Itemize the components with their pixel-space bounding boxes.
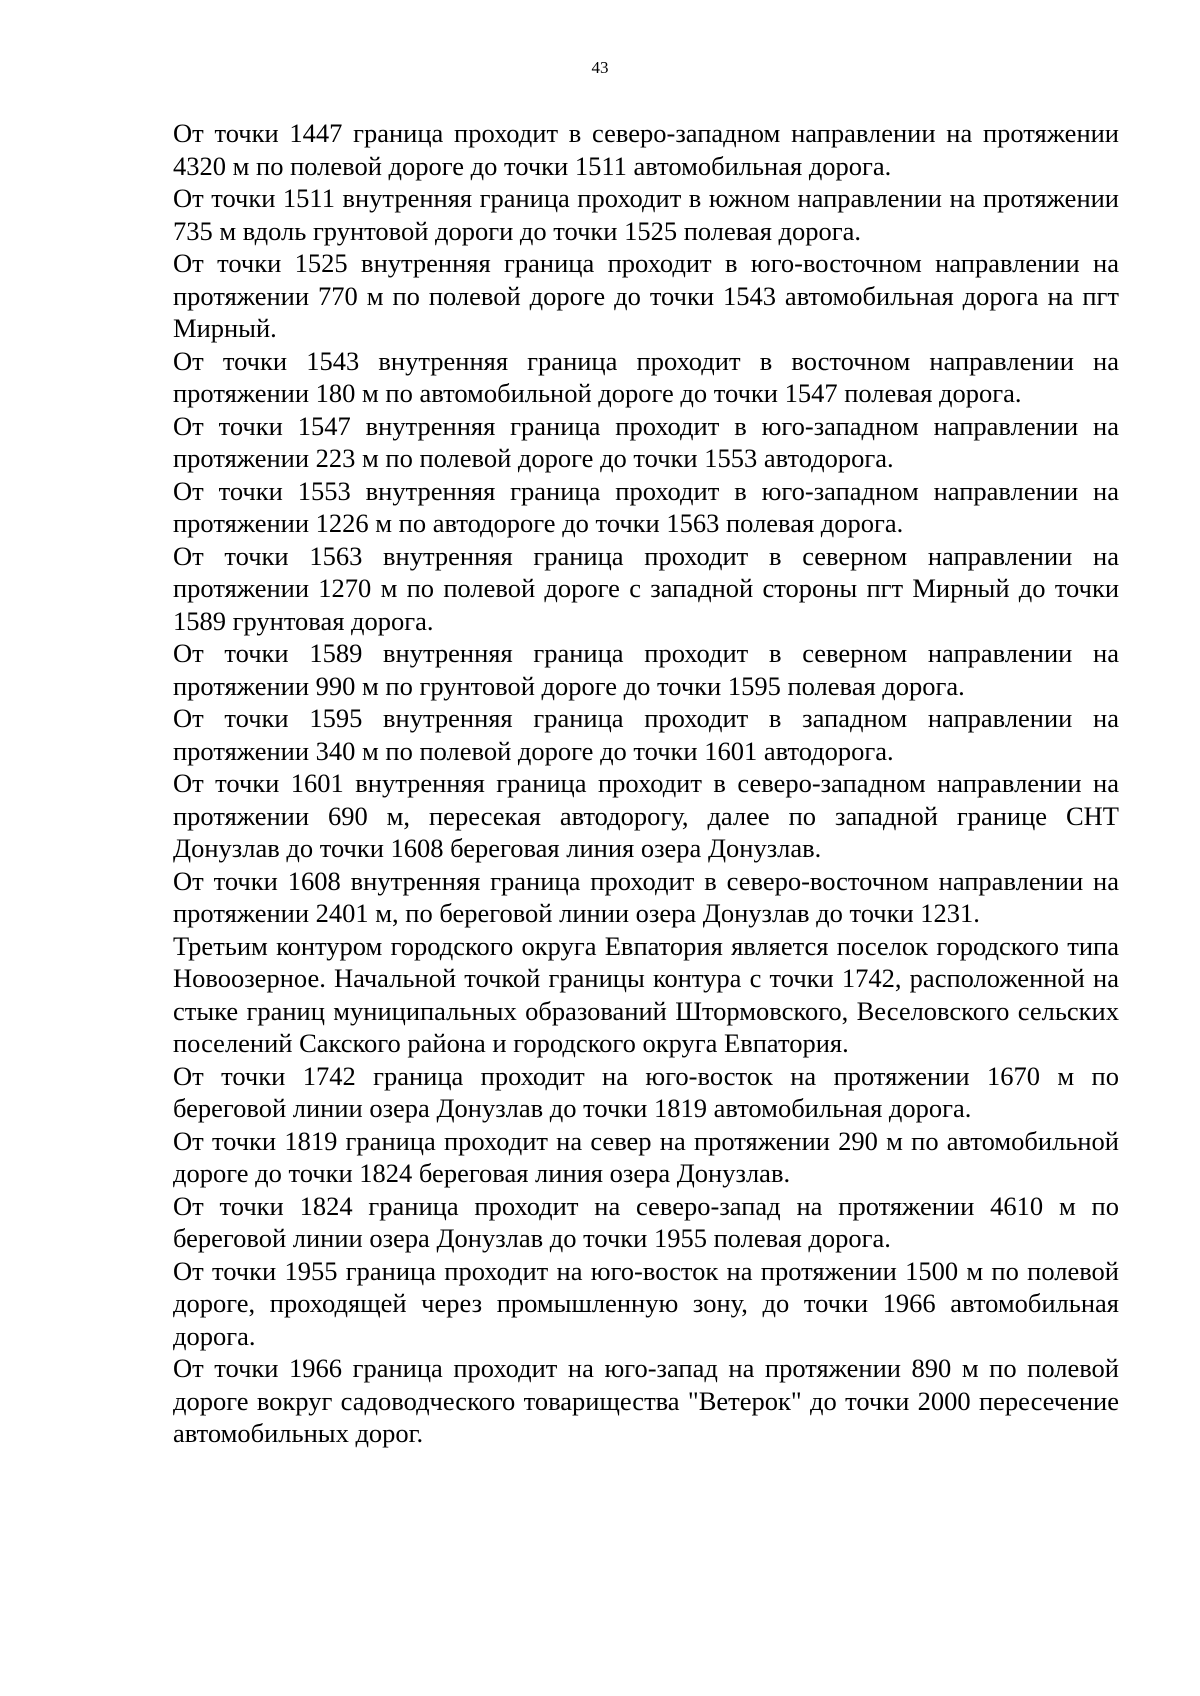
paragraph: От точки 1547 внутренняя граница проходит в юго-западном направлении на протяжении 223 м по полевой дороге до точки 1553 автодорога. [173, 410, 1119, 473]
paragraph: От точки 1608 внутренняя граница проходит в северо-восточном направлении на протяжении 2401 м, по береговой линии озера Донузлав до точки 1231. [173, 865, 1119, 928]
paragraph: От точки 1447 граница проходит в северо-западном направлении на протяжении 4320 м по полевой дороге до точки 1511 автомобильная дорога. [173, 118, 1119, 181]
paragraph: От точки 1966 граница проходит на юго-запад на протяжении 890 м по полевой дороге вокруг садоводческого товарищества "Ветерок" до точки 2000 пересечение автомобильных дорог. [173, 1353, 1119, 1448]
paragraph: От точки 1563 внутренняя граница проходит в северном направлении на протяжении 1270 м по полевой дороге с западной стороны пгт Мирный до точки 1589 грунтовая дорога. [173, 540, 1119, 636]
paragraph: От точки 1511 внутренняя граница проходит в южном направлении на протяжении 735 м вдоль грунтовой дороги до точки 1525 полевая дорога. [173, 183, 1119, 246]
paragraph: От точки 1601 внутренняя граница проходит в северо-западном направлении на протяжении 690 м, пересекая автодорогу, далее по западной границе СНТ Донузлав до точки 1608 береговая линия озера Донузлав. [173, 768, 1119, 863]
document-body [173, 117, 1119, 1450]
paragraph: От точки 1955 граница проходит на юго-восток на протяжении 1500 м по полевой дороге, проходящей через промышленную зону, до точки 1966 автомобильная дорога. [173, 1255, 1119, 1351]
paragraph: От точки 1553 внутренняя граница проходит в юго-западном направлении на протяжении 1226 м по автодороге до точки 1563 полевая дорога. [173, 475, 1119, 538]
paragraph: От точки 1824 граница проходит на северо-запад на протяжении 4610 м по береговой линии озера Донузлав до точки 1955 полевая дорога. [173, 1190, 1119, 1253]
paragraph: От точки 1525 внутренняя граница проходит в юго-восточном направлении на протяжении 770 м по полевой дороге до точки 1543 автомобильная дорога на пгт Мирный. [173, 248, 1119, 343]
paragraph: От точки 1819 граница проходит на север на протяжении 290 м по автомобильной дороге до точки 1824 береговая линия озера Донузлав. [173, 1125, 1119, 1188]
paragraph: От точки 1589 внутренняя граница проходит в северном направлении на протяжении 990 м по грунтовой дороге до точки 1595 полевая дорога. [173, 638, 1119, 701]
paragraph: От точки 1595 внутренняя граница проходит в западном направлении на протяжении 340 м по полевой дороге до точки 1601 автодорога. [173, 703, 1119, 766]
paragraph: От точки 1742 граница проходит на юго-восток на протяжении 1670 м по береговой линии озера Донузлав до точки 1819 автомобильная дорога. [173, 1060, 1119, 1123]
paragraph: От точки 1543 внутренняя граница проходит в восточном направлении на протяжении 180 м по автомобильной дороге до точки 1547 полевая дорога. [173, 345, 1119, 408]
page-number: 43 [591, 58, 609, 77]
paragraph: Третьим контуром городского округа Евпатория является поселок городского типа Новоозерное. Начальной точкой границы контура с точки 1742, расположенной на стыке границ муниципальных образований Штормовского, Веселовского сельских поселений Сакского района и городского округа Евпатория. [173, 930, 1119, 1058]
